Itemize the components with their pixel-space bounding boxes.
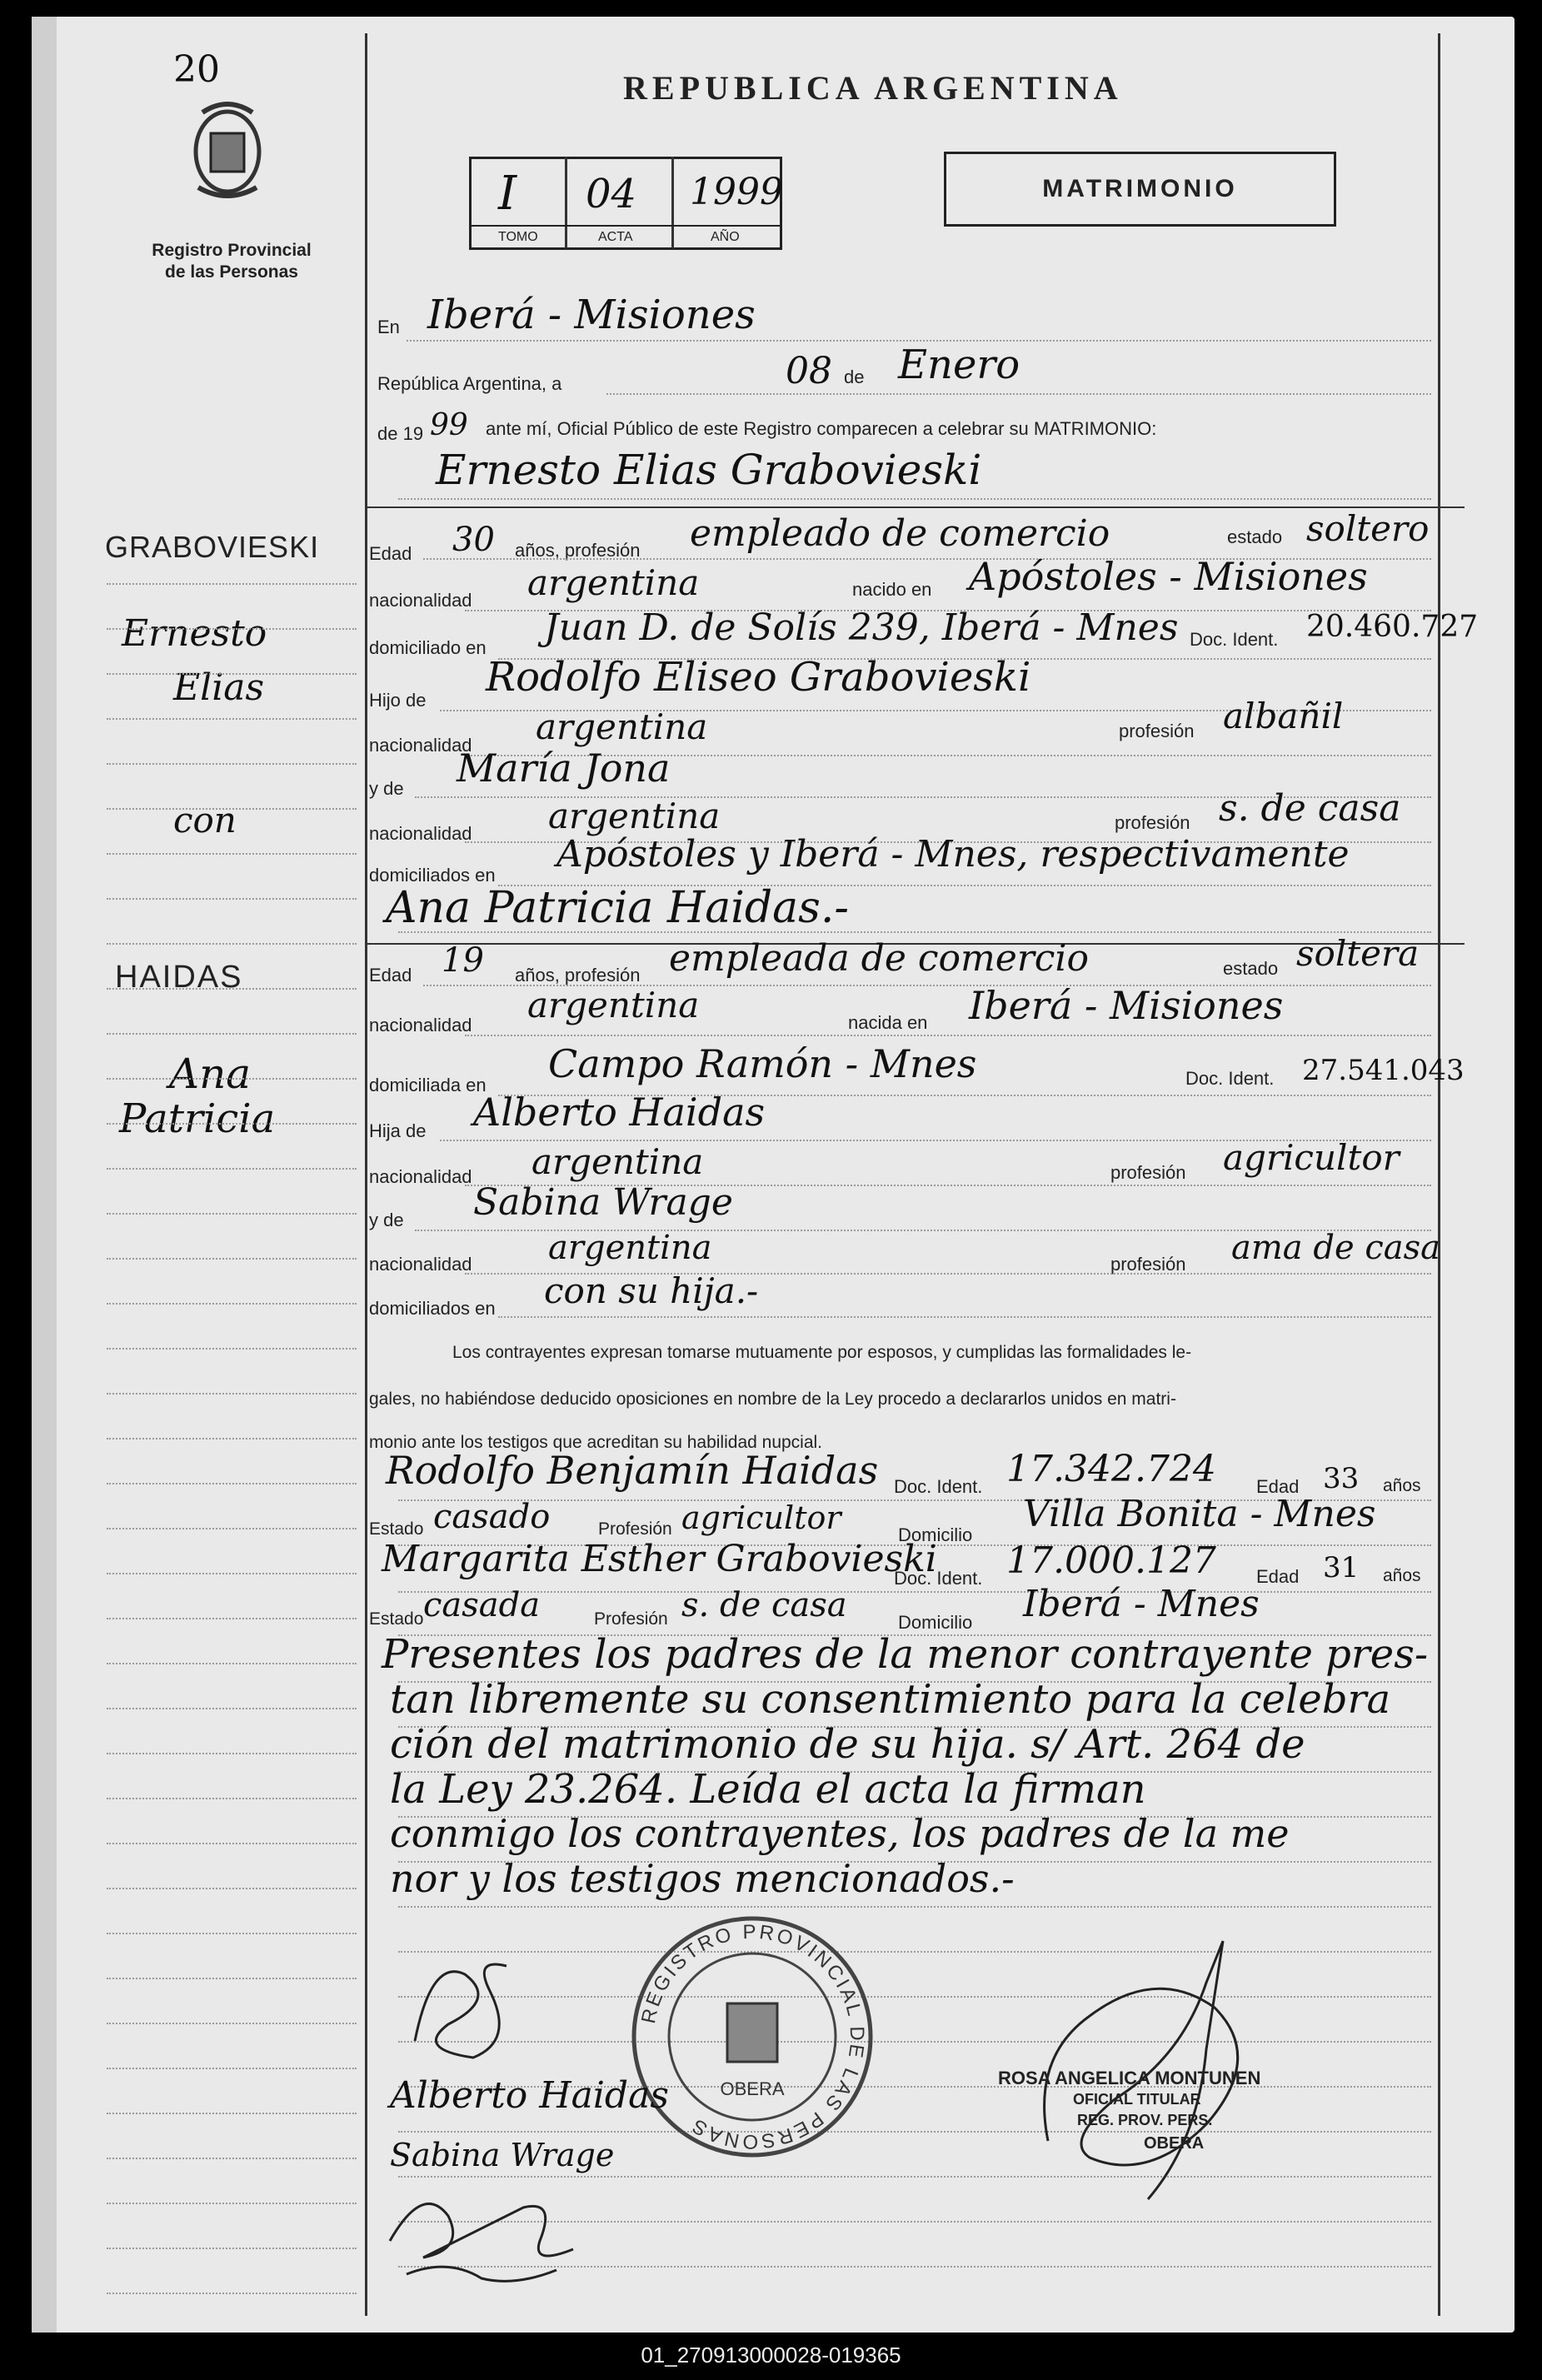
acta-value: 04 <box>586 171 637 217</box>
margin-bride-given-1: Ana <box>169 1050 252 1098</box>
record-box-divider <box>671 157 674 248</box>
bride-hija-label: Hija de <box>369 1120 427 1141</box>
margin-ruled-line <box>107 1798 357 1801</box>
margin-ruled-line <box>107 673 357 676</box>
registry-label: Registro Provincial de las Personas <box>152 241 312 282</box>
year-prefix: de 19 <box>377 423 424 444</box>
margin-groom-given-2: Elias <box>173 666 265 709</box>
witness-2-doc-label: Doc. Ident. <box>894 1568 983 1589</box>
margin-ruled-line <box>107 1573 357 1576</box>
year-suffix: 99 <box>430 408 468 442</box>
official-stamp-line-1: ROSA ANGELICA MONTUNEN <box>998 2068 1261 2088</box>
groom-domiciliados-label: domiciliados en <box>369 865 496 886</box>
margin-ruled-line <box>107 1393 357 1396</box>
groom-padre-nac: argentina <box>536 706 708 747</box>
de-label: de <box>844 367 865 387</box>
bride-padre-prof-label: profesión <box>1110 1162 1186 1183</box>
groom-nacido-label: nacido en <box>852 579 932 600</box>
witness-1-estado-label: Estado <box>369 1519 424 1539</box>
margin-bride-given-2: Patricia <box>119 1095 276 1142</box>
margin-ruled-line <box>107 898 357 901</box>
bride-madre: Sabina Wrage <box>473 1181 733 1224</box>
official-stamp-line-3: REG. PROV. PERS. <box>1077 2112 1213 2128</box>
caption-text: 01_270913000028-019365 <box>641 2343 901 2368</box>
margin-ruled-line <box>107 1438 357 1441</box>
witness-1-estado: casado <box>433 1498 551 1536</box>
note-line-3: ción del matrimonio de su hija. s/ Art. 264 de <box>390 1721 1305 1768</box>
formal-text-line-3: monio ante los testigos que acreditan su habilidad nupcial. <box>369 1433 823 1452</box>
signature-scribble-witnesses <box>373 2174 606 2291</box>
groom-madre-nac: argentina <box>548 796 721 836</box>
witness-1-edad-label: Edad <box>1256 1476 1300 1497</box>
witness-2-name: Margarita Esther Grabovieski <box>382 1538 937 1580</box>
record-type: MATRIMONIO <box>1042 175 1238 202</box>
bride-full-name: Ana Patricia Haidas.- <box>386 883 849 933</box>
groom-edad-label: Edad <box>369 543 412 564</box>
bride-yde-label: y de <box>369 1210 404 1230</box>
groom-madre-prof: s. de casa <box>1219 787 1401 830</box>
groom-doc: 20.460.727 <box>1306 610 1479 644</box>
margin-groom-given-1: Ernesto <box>122 612 267 655</box>
groom-estado: soltero <box>1306 508 1430 549</box>
witness-1-domicilio: Villa Bonita - Mnes <box>1023 1493 1376 1535</box>
margin-rule <box>365 33 367 2316</box>
witness-1-profesion: agricultor <box>681 1499 841 1536</box>
tomo-label: TOMO <box>498 230 538 244</box>
witness-2-anos: años <box>1383 1566 1421 1585</box>
witness-1-profesion-label: Profesión <box>598 1519 672 1539</box>
groom-padre-prof: albañil <box>1223 696 1344 736</box>
signature-alberto-haidas: Alberto Haidas <box>390 2074 669 2117</box>
intro-statement: ante mí, Oficial Público de este Registro comparecen a celebrar su MATRIMONIO: <box>486 418 1157 439</box>
ano-value: 1999 <box>690 171 783 213</box>
bride-estado: soltera <box>1296 933 1420 974</box>
signature-scribble-groom <box>398 1941 531 2074</box>
margin-ruled-line <box>107 1078 357 1081</box>
groom-madre-nac-label: nacionalidad <box>369 823 472 844</box>
margin-ruled-line <box>107 718 357 721</box>
groom-madre-prof-label: profesión <box>1115 812 1190 833</box>
margin-ruled-line <box>107 2023 357 2026</box>
groom-padre-prof-label: profesión <box>1119 721 1195 741</box>
note-line-6: nor y los testigos mencionados.- <box>390 1856 1015 1901</box>
note-line-4: la Ley 23.264. Leída el acta la firman <box>390 1766 1146 1813</box>
bride-profesion: empleada de comercio <box>669 937 1089 980</box>
republica-label: República Argentina, a <box>377 373 562 394</box>
tomo-value: I <box>498 167 517 221</box>
bride-padre-prof: agricultor <box>1223 1137 1400 1178</box>
margin-ruled-line <box>107 1213 357 1216</box>
country-title: REPUBLICA ARGENTINA <box>623 69 1123 107</box>
witness-1-edad: 33 <box>1323 1462 1360 1495</box>
groom-estado-label: estado <box>1227 526 1283 547</box>
margin-ruled-line <box>107 1033 357 1036</box>
page-number: 20 <box>173 48 220 91</box>
formal-text-line-1: Los contrayentes expresan tomarse mutuamente por esposos, y cumplidas las formalidades le- <box>452 1343 1192 1362</box>
right-rule <box>1438 33 1440 2316</box>
margin-ruled-line <box>107 1663 357 1666</box>
document-page <box>32 17 1515 2333</box>
witness-2-edad-label: Edad <box>1256 1566 1300 1587</box>
official-stamp-line-4: OBERA <box>1144 2134 1205 2153</box>
witness-1-anos: años <box>1383 1476 1421 1495</box>
margin-ruled-line <box>107 808 357 811</box>
groom-yde-label: y de <box>369 778 404 799</box>
bride-edad: 19 <box>442 941 484 980</box>
margin-ruled-line <box>107 943 357 946</box>
groom-domicilio-label: domiciliado en <box>369 637 487 658</box>
record-box-divider <box>565 157 567 248</box>
witness-2-domicilio-label: Domicilio <box>898 1612 973 1633</box>
margin-ruled-line <box>107 1123 357 1126</box>
bride-nacida: Iberá - Misiones <box>969 983 1284 1028</box>
record-box-rule <box>469 225 781 227</box>
bride-domiciliados: con su hija.- <box>544 1270 759 1311</box>
margin-ruled-line <box>107 1978 357 1981</box>
groom-nacido: Apóstoles - Misiones <box>969 554 1368 599</box>
groom-full-name: Ernesto Elias Grabovieski <box>436 446 982 494</box>
margin-ruled-line <box>107 1348 357 1351</box>
margin-ruled-line <box>107 1483 357 1486</box>
bride-madre-prof: ama de casa <box>1231 1229 1440 1267</box>
bride-doc-label: Doc. Ident. <box>1185 1068 1275 1089</box>
margin-ruled-line <box>107 988 357 991</box>
bride-padre: Alberto Haidas <box>473 1090 766 1135</box>
witness-2-profesion-label: Profesión <box>594 1609 668 1629</box>
bride-padre-nac-label: nacionalidad <box>369 1166 472 1187</box>
groom-domiciliados: Apóstoles y Iberá - Mnes, respectivamente <box>556 833 1350 876</box>
place: Iberá - Misiones <box>427 292 756 338</box>
margin-ruled-line <box>107 583 357 586</box>
bride-nacida-label: nacida en <box>848 1012 928 1033</box>
formal-text-line-2: gales, no habiéndose deducido oposiciones en nombre de la Ley procedo a declararlos unidos en matri- <box>369 1390 1176 1409</box>
bride-doc: 27.541.043 <box>1302 1054 1465 1087</box>
margin-ruled-line <box>107 1258 357 1261</box>
margin-ruled-line <box>107 2293 357 2296</box>
bride-madre-nac: argentina <box>548 1229 712 1267</box>
margin-ruled-line <box>107 2113 357 2116</box>
bride-nacionalidad: argentina <box>527 985 700 1025</box>
page-binding <box>32 17 57 2333</box>
margin-con: con <box>173 800 237 841</box>
month: Enero <box>898 342 1021 388</box>
groom-doc-label: Doc. Ident. <box>1190 629 1279 650</box>
bride-nacionalidad-label: nacionalidad <box>369 1015 472 1035</box>
groom-padre: Rodolfo Eliseo Grabovieski <box>486 654 1031 701</box>
witness-1-doc-label: Doc. Ident. <box>894 1476 983 1497</box>
margin-ruled-line <box>107 763 357 766</box>
bride-madre-nac-label: nacionalidad <box>369 1254 472 1275</box>
groom-edad: 30 <box>452 521 495 559</box>
witness-2-domicilio: Iberá - Mnes <box>1023 1583 1260 1625</box>
coat-of-arms-icon <box>186 100 269 200</box>
groom-madre: María Jona <box>457 746 671 791</box>
margin-ruled-line <box>107 1933 357 1936</box>
witness-2-estado: casada <box>423 1586 541 1624</box>
margin-ruled-line <box>107 1708 357 1711</box>
margin-ruled-line <box>107 2158 357 2161</box>
groom-section-rule <box>365 506 1465 508</box>
margin-ruled-line <box>107 1843 357 1846</box>
seal-text: REGISTRO PROVINCIAL DE LAS PERSONAS <box>636 1920 869 2153</box>
margin-groom-surname: GRABOVIESKI <box>105 530 320 564</box>
groom-hijo-label: Hijo de <box>369 690 427 711</box>
margin-ruled-line <box>107 628 357 631</box>
groom-profesion-label: años, profesión <box>515 540 641 561</box>
margin-bride-surname: HAIDAS <box>115 960 243 995</box>
bride-madre-prof-label: profesión <box>1110 1254 1186 1275</box>
bride-domicilio: Campo Ramón - Mnes <box>548 1041 977 1086</box>
bride-edad-label: Edad <box>369 965 412 985</box>
margin-ruled-line <box>107 2203 357 2206</box>
margin-ruled-line <box>107 1753 357 1756</box>
groom-padre-nac-label: nacionalidad <box>369 735 472 756</box>
bride-estado-label: estado <box>1223 958 1279 979</box>
acta-label: ACTA <box>598 230 633 244</box>
margin-ruled-line <box>107 1303 357 1306</box>
witness-2-edad: 31 <box>1323 1551 1360 1584</box>
official-stamp-line-2: OFICIAL TITULAR <box>1073 2091 1201 2108</box>
witness-2-estado-label: Estado <box>369 1609 424 1629</box>
day: 08 <box>786 350 832 392</box>
groom-profesion: empleado de comercio <box>690 512 1110 555</box>
official-seal <box>627 1912 877 2162</box>
witness-2-doc: 17.000.127 <box>1006 1539 1216 1582</box>
bride-padre-nac: argentina <box>531 1141 704 1182</box>
margin-ruled-line <box>107 853 357 856</box>
witness-1-doc: 17.342.724 <box>1006 1448 1216 1490</box>
bride-domiciliados-label: domiciliados en <box>369 1298 496 1319</box>
official-signature <box>1015 1933 1298 2216</box>
margin-ruled-line <box>107 2248 357 2251</box>
bride-profesion-label: años, profesión <box>515 965 641 985</box>
margin-ruled-line <box>107 1888 357 1891</box>
seal-inner-text: OBERA <box>720 2078 785 2099</box>
signature-sabina-wrage: Sabina Wrage <box>390 2137 615 2173</box>
witness-2-profesion: s. de casa <box>681 1586 847 1624</box>
en-label: En <box>377 317 400 337</box>
groom-domicilio: Juan D. de Solís 239, Iberá - Mnes <box>544 606 1179 649</box>
note-line-1: Presentes los padres de la menor contrayente pres- <box>382 1631 1429 1678</box>
groom-nacionalidad-label: nacionalidad <box>369 590 472 611</box>
margin-ruled-line <box>107 1528 357 1531</box>
margin-ruled-line <box>107 2068 357 2071</box>
ano-label: AÑO <box>711 230 740 244</box>
bride-domicilio-label: domiciliada en <box>369 1075 487 1095</box>
note-line-2: tan libremente su consentimiento para la celebra <box>390 1676 1391 1723</box>
note-line-5: conmigo los contrayentes, los padres de la me <box>390 1811 1290 1856</box>
groom-nacionalidad: argentina <box>527 562 700 603</box>
witness-1-domicilio-label: Domicilio <box>898 1524 973 1545</box>
margin-ruled-line <box>107 1168 357 1171</box>
witness-1-name: Rodolfo Benjamín Haidas <box>386 1448 879 1493</box>
caption-bar <box>0 2333 1542 2380</box>
margin-ruled-line <box>107 1618 357 1621</box>
